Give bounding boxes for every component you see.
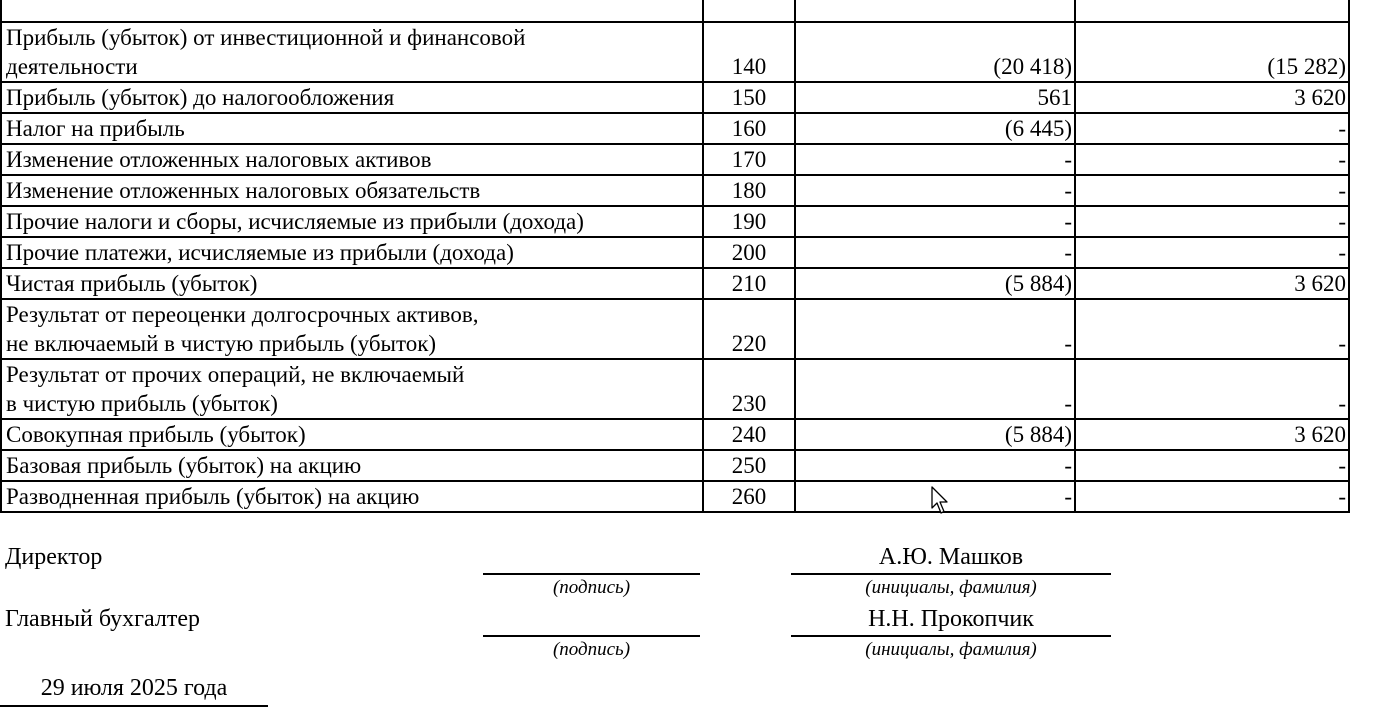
table-body xyxy=(1,0,1349,512)
row-current-period-cell: - xyxy=(795,237,1075,268)
director-name-line xyxy=(791,573,1111,575)
row-name-cell: Прибыль (убыток) до налогообложения xyxy=(1,82,703,113)
row-current-period-cell: (5 884) xyxy=(795,268,1075,299)
table-row xyxy=(1,175,1349,206)
row-previous-period-cell: - xyxy=(1075,175,1349,206)
row-code-cell: 240 xyxy=(703,419,795,450)
row-code-cell: 170 xyxy=(703,144,795,175)
accountant-signature-line xyxy=(483,635,700,637)
row-previous-period-cell: - xyxy=(1075,359,1349,419)
director-name-caption: (инициалы, фамилия) xyxy=(865,577,1037,598)
row-previous-period-cell: - xyxy=(1075,237,1349,268)
row-name-cell xyxy=(1,359,703,419)
row-previous-period-cell: - xyxy=(1075,144,1349,175)
row-previous-period-cell: (15 282) xyxy=(1075,22,1349,82)
row-previous-period-cell: 3 620 xyxy=(1075,268,1349,299)
mouse-cursor-icon xyxy=(930,486,950,516)
row-code-cell xyxy=(703,0,795,22)
row-code-cell: 220 xyxy=(703,299,795,359)
accountant-label: Главный бухгалтер xyxy=(5,606,200,632)
row-previous-period-cell: - xyxy=(1075,299,1349,359)
accountant-signature-caption: (подпись) xyxy=(552,639,631,660)
row-current-period-cell: - xyxy=(795,175,1075,206)
row-current-period-cell: - xyxy=(795,206,1075,237)
table-row xyxy=(1,144,1349,175)
table-row xyxy=(1,0,1349,22)
row-previous-period-cell: - xyxy=(1075,450,1349,481)
table-row xyxy=(1,359,1349,419)
row-name-cell: Изменение отложенных налоговых обязательств xyxy=(1,175,703,206)
row-name-cell: Совокупная прибыль (убыток) xyxy=(1,419,703,450)
director-label: Директор xyxy=(5,544,103,570)
report-date: 29 июля 2025 года xyxy=(40,675,228,701)
row-previous-period-cell: - xyxy=(1075,206,1349,237)
director-signature-caption: (подпись) xyxy=(552,577,631,598)
row-name-line: в чистую прибыль (убыток) xyxy=(6,391,278,416)
row-current-period-cell xyxy=(795,0,1075,22)
row-code-cell: 230 xyxy=(703,359,795,419)
row-previous-period-cell: 3 620 xyxy=(1075,419,1349,450)
director-name: А.Ю. Машков xyxy=(878,544,1024,570)
row-code-cell: 210 xyxy=(703,268,795,299)
accountant-name-line xyxy=(791,635,1111,637)
table-row xyxy=(1,237,1349,268)
row-code-cell: 150 xyxy=(703,82,795,113)
row-name-line: Результат от переоценки долгосрочных активов, xyxy=(6,302,479,327)
row-name-cell: Налог на прибыль xyxy=(1,113,703,144)
table-row xyxy=(1,82,1349,113)
row-code-cell: 250 xyxy=(703,450,795,481)
table-row xyxy=(1,113,1349,144)
row-code-cell: 200 xyxy=(703,237,795,268)
table-row xyxy=(1,450,1349,481)
row-current-period-cell: 561 xyxy=(795,82,1075,113)
row-name-cell xyxy=(1,0,703,22)
table-row xyxy=(1,299,1349,359)
row-name-cell: Базовая прибыль (убыток) на акцию xyxy=(1,450,703,481)
row-name-cell: Разводненная прибыль (убыток) на акцию xyxy=(1,481,703,512)
row-code-cell: 190 xyxy=(703,206,795,237)
row-name-cell xyxy=(1,299,703,359)
row-previous-period-cell: - xyxy=(1075,481,1349,512)
row-name-cell: Прочие налоги и сборы, исчисляемые из прибыли (дохода) xyxy=(1,206,703,237)
table-row xyxy=(1,419,1349,450)
row-name-line: Прибыль (убыток) от инвестиционной и финансовой xyxy=(6,25,526,50)
row-current-period-cell: - xyxy=(795,144,1075,175)
row-current-period-cell: (20 418) xyxy=(795,22,1075,82)
table-row xyxy=(1,481,1349,512)
row-code-cell: 160 xyxy=(703,113,795,144)
table-row xyxy=(1,22,1349,82)
table-row xyxy=(1,206,1349,237)
date-underline xyxy=(0,705,268,707)
row-code-cell: 180 xyxy=(703,175,795,206)
row-name-line: не включаемый в чистую прибыль (убыток) xyxy=(6,331,437,356)
row-current-period-cell: (5 884) xyxy=(795,419,1075,450)
table-row xyxy=(1,268,1349,299)
row-previous-period-cell: 3 620 xyxy=(1075,82,1349,113)
row-name-cell: Изменение отложенных налоговых активов xyxy=(1,144,703,175)
row-code-cell: 140 xyxy=(703,22,795,82)
row-previous-period-cell: - xyxy=(1075,113,1349,144)
row-current-period-cell: - xyxy=(795,481,1075,512)
row-name-cell: Прочие платежи, исчисляемые из прибыли (дохода) xyxy=(1,237,703,268)
row-name-cell xyxy=(1,22,703,82)
accountant-name: Н.Н. Прокопчик xyxy=(868,606,1034,632)
row-name-cell: Чистая прибыль (убыток) xyxy=(1,268,703,299)
row-name-line: деятельности xyxy=(6,54,138,79)
row-current-period-cell: - xyxy=(795,450,1075,481)
row-name-line: Результат от прочих операций, не включаемый xyxy=(6,362,465,387)
row-code-cell: 260 xyxy=(703,481,795,512)
row-current-period-cell: - xyxy=(795,359,1075,419)
director-signature-line xyxy=(483,573,700,575)
accountant-name-caption: (инициалы, фамилия) xyxy=(865,639,1037,660)
row-current-period-cell: - xyxy=(795,299,1075,359)
row-previous-period-cell xyxy=(1075,0,1349,22)
row-current-period-cell: (6 445) xyxy=(795,113,1075,144)
